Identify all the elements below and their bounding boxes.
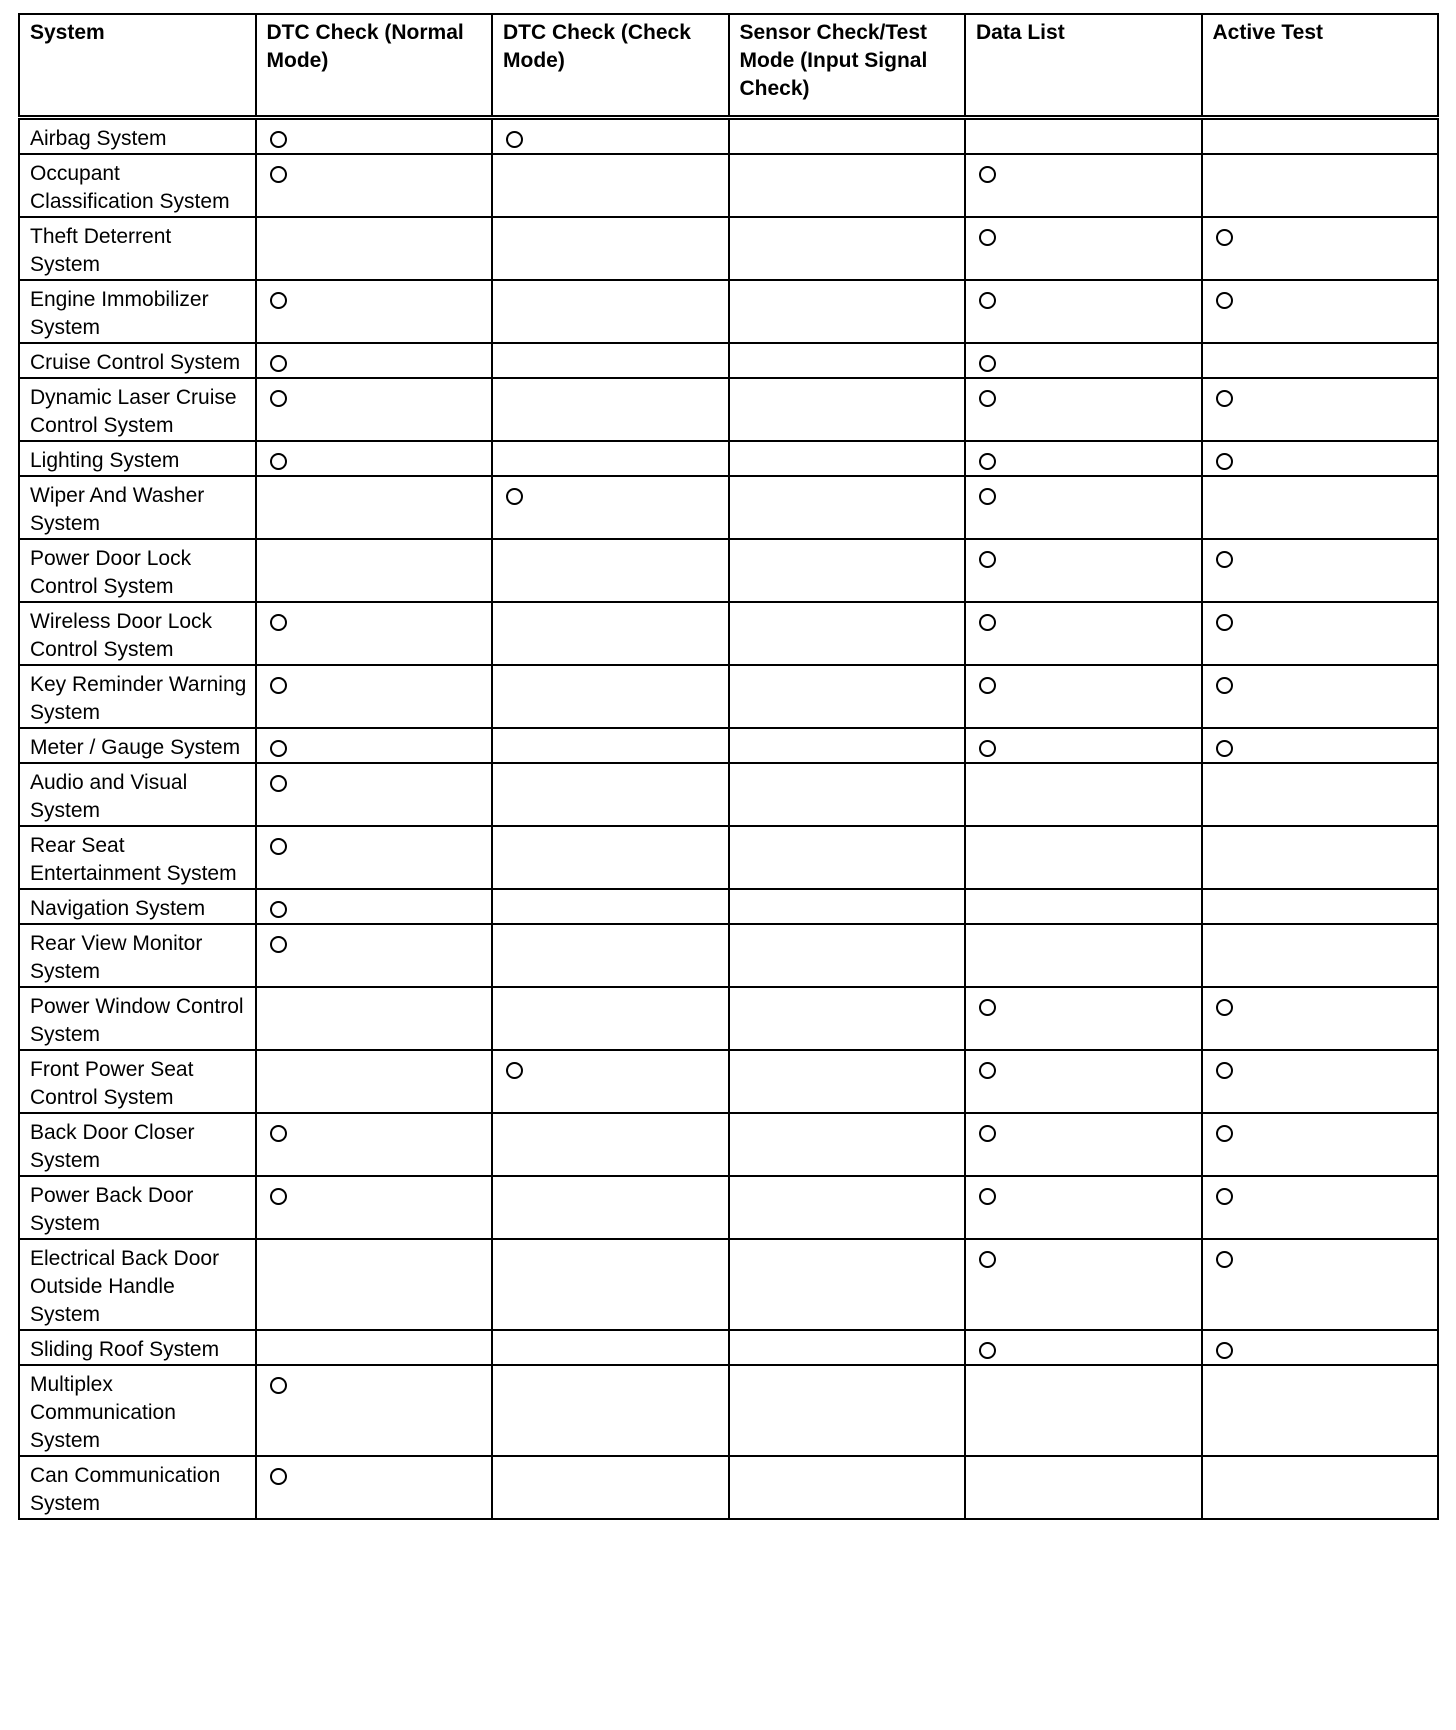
cell-data-list xyxy=(965,539,1202,602)
cell-data-list xyxy=(965,154,1202,217)
cell-sensor-check xyxy=(729,889,966,924)
supported-circle-icon xyxy=(979,292,996,309)
cell-sensor-check xyxy=(729,539,966,602)
supported-circle-icon xyxy=(979,166,996,183)
cell-active-test xyxy=(1202,378,1439,441)
cell-dtc-check xyxy=(492,1456,729,1519)
cell-sensor-check xyxy=(729,1330,966,1365)
cell-dtc-normal xyxy=(256,1176,493,1239)
supported-circle-icon xyxy=(979,355,996,372)
supported-circle-icon xyxy=(270,901,287,918)
cell-dtc-normal xyxy=(256,1456,493,1519)
header-active-test: Active Test xyxy=(1202,14,1439,118)
cell-active-test xyxy=(1202,343,1439,378)
table-row xyxy=(19,1365,1438,1456)
cell-dtc-normal xyxy=(256,441,493,476)
header-sensor-check: Sensor Check/Test Mode (Input Signal Check) xyxy=(729,14,966,118)
cell-dtc-check xyxy=(492,924,729,987)
header-dtc-normal: DTC Check (Normal Mode) xyxy=(256,14,493,118)
cell-sensor-check xyxy=(729,343,966,378)
system-name-cell: Airbag System xyxy=(19,118,256,155)
cell-dtc-check xyxy=(492,343,729,378)
supported-circle-icon xyxy=(270,355,287,372)
cell-dtc-check xyxy=(492,1365,729,1456)
supported-circle-icon xyxy=(979,1342,996,1359)
cell-data-list xyxy=(965,987,1202,1050)
supported-circle-icon xyxy=(979,551,996,568)
cell-active-test xyxy=(1202,889,1439,924)
cell-active-test xyxy=(1202,602,1439,665)
cell-dtc-normal xyxy=(256,1050,493,1113)
table-row xyxy=(19,602,1438,665)
supported-circle-icon xyxy=(979,1125,996,1142)
cell-dtc-check xyxy=(492,728,729,763)
supported-circle-icon xyxy=(979,1188,996,1205)
supported-circle-icon xyxy=(979,1062,996,1079)
supported-circle-icon xyxy=(1216,1062,1233,1079)
table-row xyxy=(19,118,1438,155)
supported-circle-icon xyxy=(506,488,523,505)
cell-dtc-check xyxy=(492,665,729,728)
cell-sensor-check xyxy=(729,154,966,217)
supported-circle-icon xyxy=(270,775,287,792)
supported-circle-icon xyxy=(270,1468,287,1485)
supported-circle-icon xyxy=(979,999,996,1016)
supported-circle-icon xyxy=(270,166,287,183)
cell-dtc-normal xyxy=(256,154,493,217)
supported-circle-icon xyxy=(979,488,996,505)
cell-dtc-normal xyxy=(256,539,493,602)
cell-data-list xyxy=(965,665,1202,728)
cell-active-test xyxy=(1202,476,1439,539)
supported-circle-icon xyxy=(270,677,287,694)
system-name-cell: Audio and Visual System xyxy=(19,763,256,826)
supported-circle-icon xyxy=(270,936,287,953)
supported-circle-icon xyxy=(1216,292,1233,309)
supported-circle-icon xyxy=(270,1377,287,1394)
cell-active-test xyxy=(1202,728,1439,763)
table-row xyxy=(19,763,1438,826)
header-system: System xyxy=(19,14,256,118)
cell-data-list xyxy=(965,826,1202,889)
system-name-cell: Lighting System xyxy=(19,441,256,476)
cell-sensor-check xyxy=(729,1456,966,1519)
cell-dtc-check xyxy=(492,1050,729,1113)
cell-data-list xyxy=(965,1113,1202,1176)
table-row xyxy=(19,1113,1438,1176)
cell-dtc-normal xyxy=(256,1239,493,1330)
system-name-cell: Theft Deterrent System xyxy=(19,217,256,280)
cell-dtc-check xyxy=(492,987,729,1050)
system-name-cell: Cruise Control System xyxy=(19,343,256,378)
cell-dtc-check xyxy=(492,763,729,826)
cell-active-test xyxy=(1202,441,1439,476)
cell-sensor-check xyxy=(729,378,966,441)
supported-circle-icon xyxy=(1216,229,1233,246)
cell-data-list xyxy=(965,280,1202,343)
supported-circle-icon xyxy=(506,1062,523,1079)
cell-dtc-check xyxy=(492,1113,729,1176)
table-row xyxy=(19,987,1438,1050)
cell-dtc-normal xyxy=(256,728,493,763)
table-row xyxy=(19,539,1438,602)
system-name-cell: Navigation System xyxy=(19,889,256,924)
supported-circle-icon xyxy=(979,453,996,470)
supported-circle-icon xyxy=(270,131,287,148)
system-name-cell: Power Door Lock Control System xyxy=(19,539,256,602)
cell-sensor-check xyxy=(729,217,966,280)
cell-sensor-check xyxy=(729,602,966,665)
header-row xyxy=(19,14,1438,118)
table-row xyxy=(19,1239,1438,1330)
supported-circle-icon xyxy=(1216,614,1233,631)
system-name-cell: Back Door Closer System xyxy=(19,1113,256,1176)
supported-circle-icon xyxy=(1216,453,1233,470)
system-name-cell: Multiplex Communication System xyxy=(19,1365,256,1456)
cell-sensor-check xyxy=(729,728,966,763)
system-name-cell: Power Back Door System xyxy=(19,1176,256,1239)
cell-dtc-check xyxy=(492,1330,729,1365)
supported-circle-icon xyxy=(1216,677,1233,694)
cell-active-test xyxy=(1202,924,1439,987)
cell-data-list xyxy=(965,378,1202,441)
table-row xyxy=(19,343,1438,378)
cell-dtc-normal xyxy=(256,602,493,665)
table-row xyxy=(19,476,1438,539)
table-row xyxy=(19,728,1438,763)
supported-circle-icon xyxy=(979,614,996,631)
cell-active-test xyxy=(1202,1050,1439,1113)
supported-circle-icon xyxy=(1216,740,1233,757)
cell-dtc-check xyxy=(492,476,729,539)
cell-data-list xyxy=(965,728,1202,763)
cell-dtc-normal xyxy=(256,378,493,441)
table-row xyxy=(19,280,1438,343)
supported-circle-icon xyxy=(1216,999,1233,1016)
supported-circle-icon xyxy=(270,838,287,855)
cell-data-list xyxy=(965,602,1202,665)
cell-dtc-check xyxy=(492,378,729,441)
supported-circle-icon xyxy=(270,453,287,470)
supported-circle-icon xyxy=(506,131,523,148)
supported-circle-icon xyxy=(1216,1251,1233,1268)
cell-active-test xyxy=(1202,1239,1439,1330)
supported-circle-icon xyxy=(979,229,996,246)
cell-sensor-check xyxy=(729,441,966,476)
cell-dtc-normal xyxy=(256,1330,493,1365)
cell-data-list xyxy=(965,1456,1202,1519)
supported-circle-icon xyxy=(1216,1188,1233,1205)
cell-data-list xyxy=(965,118,1202,155)
system-name-cell: Can Communication System xyxy=(19,1456,256,1519)
supported-circle-icon xyxy=(270,740,287,757)
supported-circle-icon xyxy=(1216,390,1233,407)
system-name-cell: Key Reminder Warning System xyxy=(19,665,256,728)
cell-sensor-check xyxy=(729,826,966,889)
cell-dtc-normal xyxy=(256,987,493,1050)
header-data-list: Data List xyxy=(965,14,1202,118)
cell-dtc-normal xyxy=(256,889,493,924)
cell-dtc-check xyxy=(492,1239,729,1330)
cell-sensor-check xyxy=(729,280,966,343)
table-row xyxy=(19,924,1438,987)
cell-active-test xyxy=(1202,1365,1439,1456)
cell-active-test xyxy=(1202,118,1439,155)
table-row xyxy=(19,1456,1438,1519)
supported-circle-icon xyxy=(1216,1125,1233,1142)
cell-dtc-normal xyxy=(256,217,493,280)
cell-data-list xyxy=(965,441,1202,476)
cell-active-test xyxy=(1202,217,1439,280)
cell-dtc-check xyxy=(492,889,729,924)
cell-data-list xyxy=(965,343,1202,378)
table-row xyxy=(19,154,1438,217)
cell-dtc-normal xyxy=(256,1113,493,1176)
cell-active-test xyxy=(1202,539,1439,602)
cell-sensor-check xyxy=(729,1176,966,1239)
cell-dtc-normal xyxy=(256,924,493,987)
supported-circle-icon xyxy=(270,614,287,631)
cell-data-list xyxy=(965,763,1202,826)
cell-dtc-normal xyxy=(256,763,493,826)
cell-dtc-normal xyxy=(256,280,493,343)
cell-data-list xyxy=(965,924,1202,987)
cell-sensor-check xyxy=(729,118,966,155)
cell-active-test xyxy=(1202,154,1439,217)
cell-sensor-check xyxy=(729,1365,966,1456)
supported-circle-icon xyxy=(270,390,287,407)
cell-data-list xyxy=(965,1365,1202,1456)
cell-dtc-check xyxy=(492,602,729,665)
system-name-cell: Power Window Control System xyxy=(19,987,256,1050)
cell-dtc-check xyxy=(492,441,729,476)
supported-circle-icon xyxy=(979,390,996,407)
cell-data-list xyxy=(965,1330,1202,1365)
supported-circle-icon xyxy=(1216,551,1233,568)
cell-dtc-normal xyxy=(256,343,493,378)
system-name-cell: Front Power Seat Control System xyxy=(19,1050,256,1113)
cell-data-list xyxy=(965,476,1202,539)
system-name-cell: Sliding Roof System xyxy=(19,1330,256,1365)
supported-circle-icon xyxy=(1216,1342,1233,1359)
system-function-table xyxy=(18,13,1439,1520)
cell-active-test xyxy=(1202,826,1439,889)
header-dtc-check: DTC Check (Check Mode) xyxy=(492,14,729,118)
cell-sensor-check xyxy=(729,1113,966,1176)
table-row xyxy=(19,826,1438,889)
cell-data-list xyxy=(965,1239,1202,1330)
cell-dtc-normal xyxy=(256,665,493,728)
cell-active-test xyxy=(1202,987,1439,1050)
cell-active-test xyxy=(1202,763,1439,826)
cell-dtc-normal xyxy=(256,118,493,155)
system-name-cell: Meter / Gauge System xyxy=(19,728,256,763)
cell-sensor-check xyxy=(729,1050,966,1113)
system-name-cell: Dynamic Laser Cruise Control System xyxy=(19,378,256,441)
cell-dtc-check xyxy=(492,154,729,217)
cell-active-test xyxy=(1202,1113,1439,1176)
cell-dtc-normal xyxy=(256,476,493,539)
table-row xyxy=(19,1330,1438,1365)
cell-dtc-check xyxy=(492,539,729,602)
cell-sensor-check xyxy=(729,924,966,987)
cell-dtc-check xyxy=(492,217,729,280)
table-body xyxy=(19,118,1438,1520)
table-row xyxy=(19,441,1438,476)
cell-sensor-check xyxy=(729,1239,966,1330)
cell-active-test xyxy=(1202,665,1439,728)
cell-dtc-check xyxy=(492,280,729,343)
cell-dtc-check xyxy=(492,1176,729,1239)
cell-dtc-normal xyxy=(256,1365,493,1456)
system-name-cell: Rear View Monitor System xyxy=(19,924,256,987)
cell-dtc-check xyxy=(492,118,729,155)
system-name-cell: Wireless Door Lock Control System xyxy=(19,602,256,665)
cell-data-list xyxy=(965,217,1202,280)
cell-active-test xyxy=(1202,1330,1439,1365)
cell-dtc-normal xyxy=(256,826,493,889)
cell-data-list xyxy=(965,1050,1202,1113)
cell-active-test xyxy=(1202,280,1439,343)
system-name-cell: Occupant Classification System xyxy=(19,154,256,217)
cell-active-test xyxy=(1202,1176,1439,1239)
cell-active-test xyxy=(1202,1456,1439,1519)
cell-dtc-check xyxy=(492,826,729,889)
system-name-cell: Electrical Back Door Outside Handle System xyxy=(19,1239,256,1330)
supported-circle-icon xyxy=(979,740,996,757)
cell-data-list xyxy=(965,1176,1202,1239)
supported-circle-icon xyxy=(270,1188,287,1205)
cell-sensor-check xyxy=(729,987,966,1050)
table-row xyxy=(19,1176,1438,1239)
table-row xyxy=(19,217,1438,280)
cell-sensor-check xyxy=(729,476,966,539)
table-row xyxy=(19,665,1438,728)
cell-sensor-check xyxy=(729,763,966,826)
table-row xyxy=(19,378,1438,441)
system-name-cell: Engine Immobilizer System xyxy=(19,280,256,343)
table-row xyxy=(19,889,1438,924)
supported-circle-icon xyxy=(979,677,996,694)
cell-data-list xyxy=(965,889,1202,924)
table-row xyxy=(19,1050,1438,1113)
supported-circle-icon xyxy=(270,1125,287,1142)
supported-circle-icon xyxy=(979,1251,996,1268)
system-name-cell: Wiper And Washer System xyxy=(19,476,256,539)
supported-circle-icon xyxy=(270,292,287,309)
cell-sensor-check xyxy=(729,665,966,728)
system-name-cell: Rear Seat Entertainment System xyxy=(19,826,256,889)
